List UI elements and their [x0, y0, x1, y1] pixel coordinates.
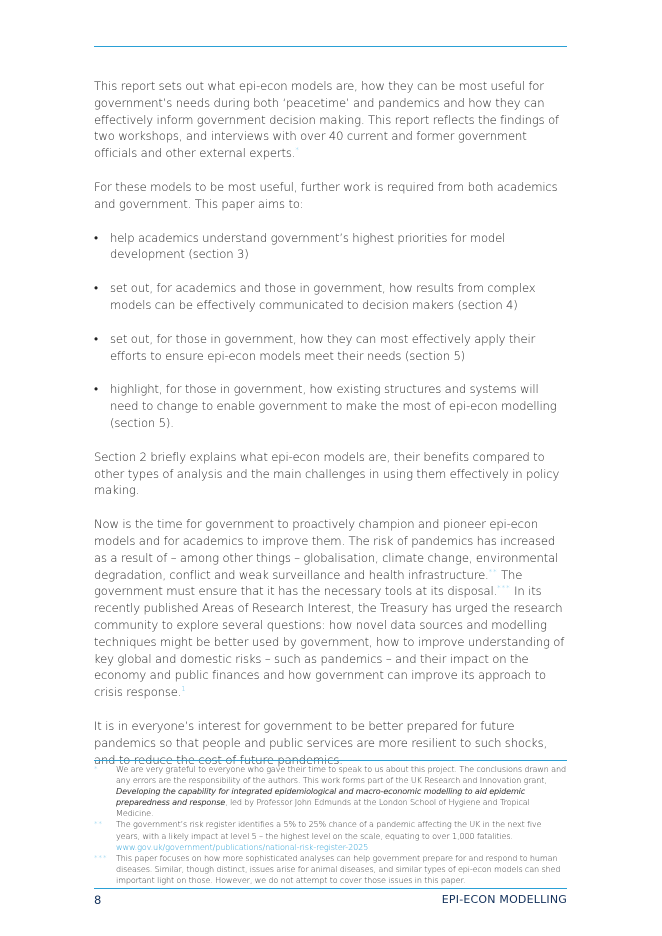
- footnote-ref-2[interactable]: **: [488, 567, 498, 576]
- bullet-icon: •: [94, 281, 98, 296]
- list-item: • set out, for academics and those in government, how results from complex models can be effectively communicated to decision makers (section 4): [94, 281, 536, 312]
- aims-list: [94, 230, 567, 432]
- aims-paragraph: For these models to be most useful, further work is required from both academics and government. This paper aims to:: [94, 179, 558, 211]
- bullet-icon: •: [94, 230, 98, 245]
- bullet-icon: •: [94, 331, 98, 346]
- body-text: [94, 78, 567, 785]
- bullet-icon: •: [94, 382, 98, 397]
- section-overview-paragraph: Section 2 briefly explains what epi-econ models are, their benefits compared to other types of analysis and the main challenges in using them effectively in policy making.: [94, 449, 560, 498]
- list-item: • help academics understand government’s highest priorities for model development (section 3): [94, 230, 506, 262]
- footnote-marker: *: [94, 765, 99, 773]
- list-item: • highlight, for those in government, how existing structures and systems will need to change to enable government to make the most of epi-econ modelling (section 5).: [94, 382, 557, 430]
- footnote-1: * We are very grateful to everyone who gave their time to speak to us about this project. The conclusions drawn and any errors are the responsibility of the authors. This work forms part of the UK Research and Innovation grant, Developing the capability for integrated epidemiological and macro-economic modelling to aid epidemic preparedness and response, led by Professor John Edmunds at the London School of Hygiene and Tropical Medicine.: [94, 764, 566, 819]
- endnote-ref-1[interactable]: 1: [181, 685, 187, 694]
- page-number: 8: [94, 893, 102, 907]
- rationale-paragraph: Now is the time for government to proactively champion and pioneer epi-econ models and for academics to improve them. The risk of pandemics has increased as a result of – among other things – globalisation, climate change, environmental degradation, conflict and weak surveillance and health infrastructure.** The government must ensure that it has the necessary tools at its disposal.*** In its recently published Areas of Research Interest, the Treasury has urged the research community to explore several questions: how novel data sources and modelling techniques might be better used by government, how to improve understanding of key global and domestic risks – such as pandemics – and their impact on the economy and public finances and how government can improve its approach to crisis response.$^1$: [94, 517, 565, 700]
- footer-rule: [94, 888, 567, 889]
- footnote-marker: **: [94, 820, 103, 829]
- list-item: • set out, for those in government, how they can most effectively apply their efforts to ensure epi-econ models meet their needs (section 5): [94, 331, 536, 363]
- risk-register-link[interactable]: www.gov.uk/government/publications/national-risk-register-2025: [116, 841, 369, 852]
- footnote-ref-1[interactable]: *: [295, 146, 300, 155]
- footnote-3: *** This paper focuses on how more sophisticated analyses can help government prepare for and respond to human diseases. Similar, though distinct, issues arise for animal diseases, and similar types of epi-econ models can shed important light on those. However, we do not attempt to cover those issues in this paper.: [94, 852, 561, 885]
- footnote-2: ** The government’s risk register identifies a 5% to 25% chance of a pandemic affecting the UK in the next five years, with a likely impact at level 5 – the highest level on the scale, equating to over 1,000 fatalities. www.gov.uk/government/publications/national-risk-register-2025: [94, 819, 542, 852]
- closing-paragraph: It is in everyone’s interest for government to be better prepared for future pandemics so that people and public services are more resilient to such shocks, and to reduce the cost of future pandemics.: [94, 718, 548, 767]
- footnote-ref-3[interactable]: ***: [497, 584, 511, 593]
- header-rule: [94, 46, 567, 47]
- running-title: EPI-ECON MODELLING: [441, 893, 567, 906]
- footnote-rule: [94, 760, 567, 761]
- footnotes: [94, 764, 567, 886]
- footnote-marker: ***: [94, 853, 108, 862]
- intro-paragraph: This report sets out what epi-econ models are, how they can be most useful for government’s needs during both ‘peacetime’ and pandemics and how they can effectively inform government decision making. This report reflects the findings of two workshops, and interviews with over 40 current and former government officials and other external experts.*: [94, 79, 559, 161]
